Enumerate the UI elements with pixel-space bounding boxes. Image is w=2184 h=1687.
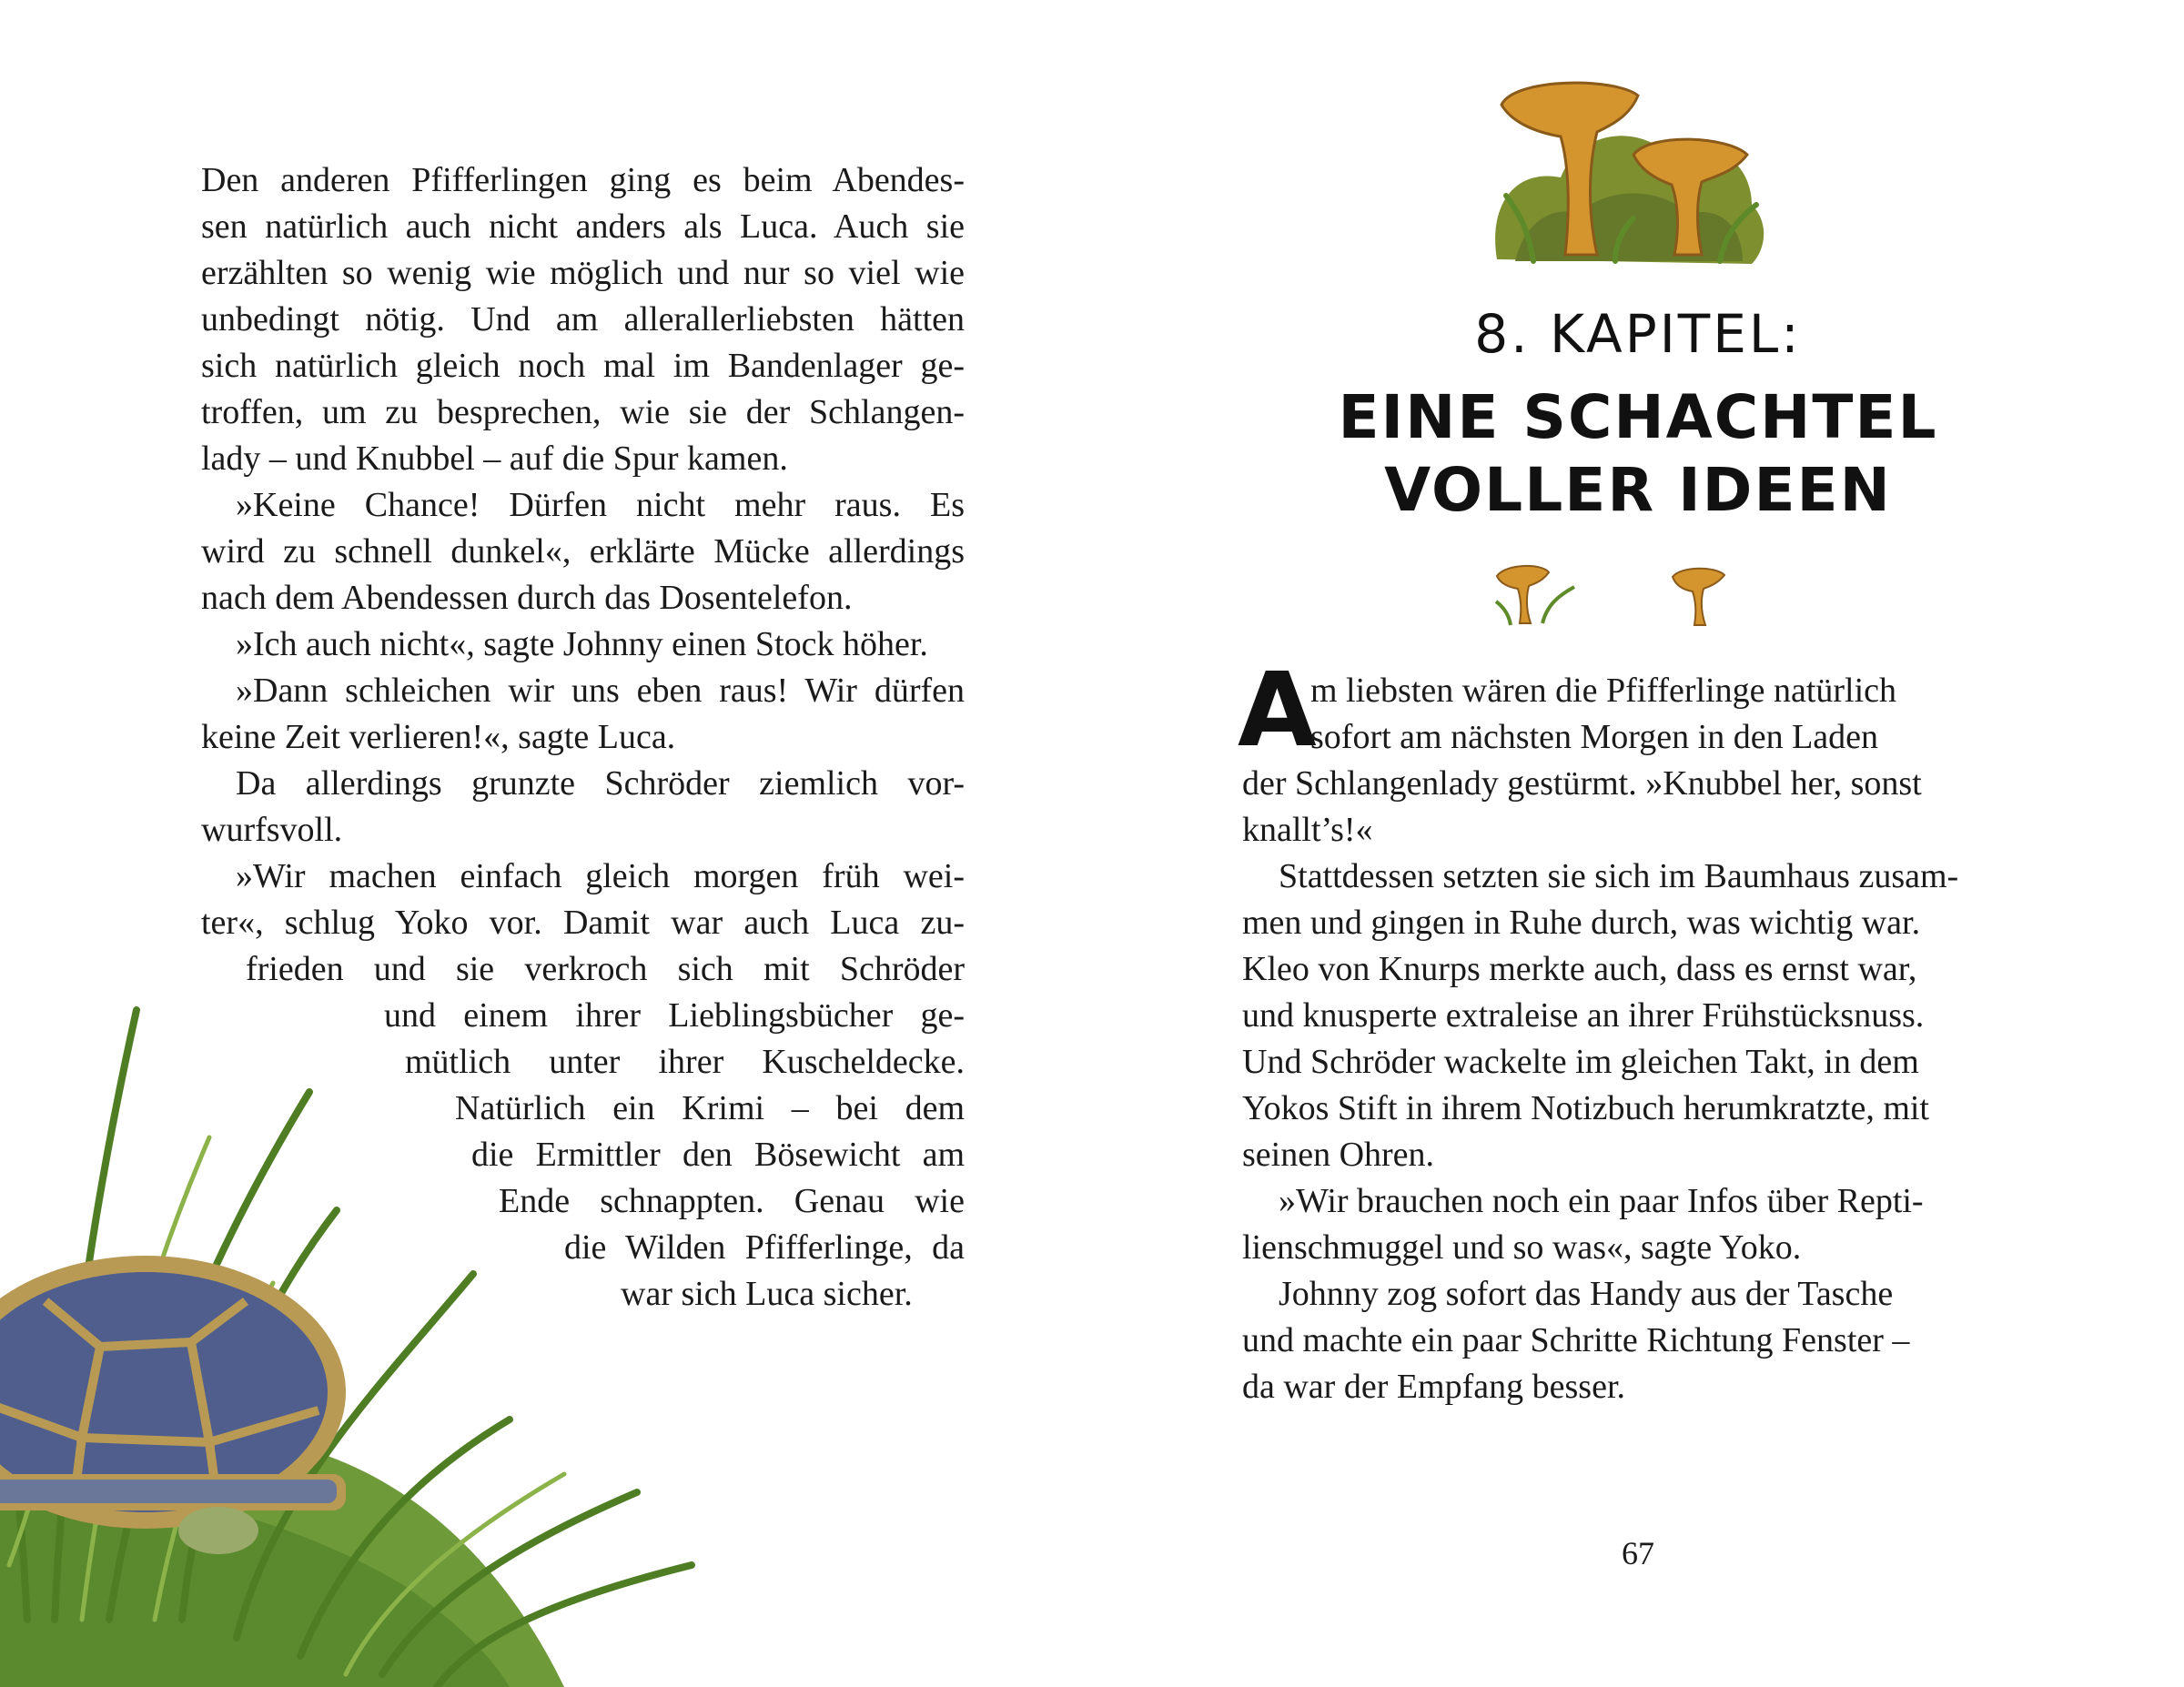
text-line: seinen Ohren.: [1242, 1136, 1435, 1174]
tortoise-grass-illustration: [0, 983, 755, 1687]
text-line: lady – und Knubbel – auf die Spur kamen.: [201, 439, 788, 478]
text-line: »Dann schleichen wir uns eben raus! Wir dürfen: [236, 672, 965, 710]
text-line: die Ermittler den Bösewicht am: [471, 1136, 965, 1174]
text-line: unbedingt nötig. Und am allerallerliebsten hätten: [201, 300, 965, 338]
text-line: da war der Empfang besser.: [1242, 1368, 1626, 1406]
right-page: [1092, 0, 2184, 1687]
chapter-title-line-2: VOLLER IDEEN: [1384, 455, 1892, 525]
tortoise: [0, 1256, 346, 1554]
text-line: men und gingen in Ruhe durch, was wichtig war.: [1242, 904, 1921, 942]
text-line: sen natürlich auch nicht anders als Luca. Auch sie: [201, 207, 965, 246]
text-line: wurfsvoll.: [201, 811, 343, 849]
text-line: und einem ihrer Lieblingsbücher ge-: [384, 996, 965, 1035]
text-line: knallt’s!«: [1242, 811, 1373, 849]
text-line: Stattdessen setzten sie sich im Baumhaus zusam-: [1279, 857, 1959, 895]
chapter-number: 8. KAPITEL:: [1474, 303, 1802, 365]
drop-cap: A: [1238, 652, 1317, 770]
text-line: sofort am nächsten Morgen in den Laden: [1310, 718, 1879, 756]
text-line: »Keine Chance! Dürfen nicht mehr raus. Es: [236, 486, 965, 524]
text-line: »Ich auch nicht«, sagte Johnny einen Stock höher.: [236, 625, 928, 663]
text-line: ter«, schlug Yoko vor. Damit war auch Luca zu-: [201, 904, 965, 942]
text-line: und knusperte extraleise an ihrer Frühstücksnuss.: [1242, 996, 1925, 1035]
text-line: nach dem Abendessen durch das Dosentelefon.: [201, 579, 853, 617]
text-line: mütlich unter ihrer Kuscheldecke.: [405, 1043, 965, 1081]
text-line: Johnny zog sofort das Handy aus der Tasche: [1279, 1275, 1894, 1313]
text-line: troffen, um zu besprechen, wie sie der Schlangen-: [201, 393, 965, 431]
chanterelle-moss-illustration: [1479, 68, 1779, 278]
text-line: keine Zeit verlieren!«, sagte Luca.: [201, 718, 676, 756]
text-line: Kleo von Knurps merkte auch, dass es ernst war,: [1242, 950, 1917, 988]
text-line: m liebsten wären die Pfifferlinge natürlich: [1310, 672, 1897, 710]
text-line: die Wilden Pfifferlinge, da: [564, 1228, 965, 1267]
text-line: Natürlich ein Krimi – bei dem: [455, 1089, 965, 1127]
text-line: und machte ein paar Schritte Richtung Fenster –: [1242, 1321, 1910, 1359]
text-line: war sich Luca sicher.: [621, 1275, 913, 1313]
mushroom-ornament-right: [1670, 564, 1729, 628]
text-line: erzählten so wenig wie möglich und nur so viel wie: [201, 254, 965, 292]
page-number: 67: [1622, 1535, 1654, 1571]
text-line: sich natürlich gleich noch mal im Bandenlager ge-: [201, 347, 965, 385]
text-line: lienschmuggel und so was«, sagte Yoko.: [1242, 1228, 1802, 1267]
text-line: »Wir brauchen noch ein paar Infos über Repti-: [1279, 1182, 1924, 1220]
text-line: der Schlangenlady gestürmt. »Knubbel her, sonst: [1242, 764, 1922, 803]
text-line: Den anderen Pfifferlingen ging es beim Abendes-: [201, 161, 965, 199]
text-line: Und Schröder wackelte im gleichen Takt, in dem: [1242, 1043, 1919, 1081]
tortoise-leg: [178, 1507, 258, 1554]
text-line: Ende schnappten. Genau wie: [499, 1182, 965, 1220]
text-line: frieden und sie verkroch sich mit Schröder: [246, 950, 965, 988]
text-line: »Wir machen einfach gleich morgen früh wei-: [236, 857, 965, 895]
chapter-title-line-1: EINE SCHACHTEL: [1338, 382, 1938, 452]
text-line: Da allerdings grunzte Schröder ziemlich vor-: [236, 764, 965, 803]
mushroom-ornament-left: [1492, 560, 1579, 628]
text-line: Yokos Stift in ihrem Notizbuch herumkratzte, mit: [1242, 1089, 1929, 1127]
text-line: wird zu schnell dunkel«, erklärte Mücke allerdings: [201, 532, 965, 571]
